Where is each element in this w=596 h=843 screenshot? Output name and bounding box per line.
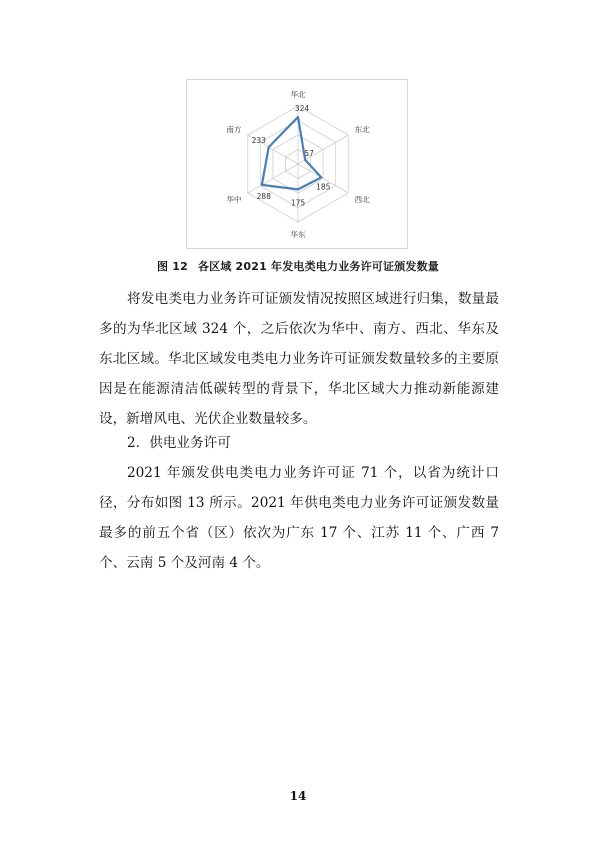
radar-category-label: 华北 xyxy=(290,90,306,99)
radar-value-label: 233 xyxy=(251,136,266,146)
body-paragraph-2: 2021 年颁发供电类电力业务许可证 71 个，以省为统计口径，分布如图 13 所示。2021 年供电类电力业务许可证颁发数量最多的前五个省（区）依次为广东 17 个、江苏 11 个、广西 7 个、云南 5 个及河南 4 个。 xyxy=(99,465,499,571)
radar-category-label: 华东 xyxy=(290,230,306,239)
radar-category-label: 西北 xyxy=(354,195,370,204)
body-paragraph-1: 将发电类电力业务许可证颁发情况按照区域进行归集，数量最多的为华北区域 324 个，之后依次为华中、南方、西北、华东及东北区域。华北区域发电类电力业务许可证颁发数量较多的主要原因是在能源清洁低碳转型的背景下，华北区域大力推动新能源建设，新增风电、光伏企业数量较多。 xyxy=(99,291,499,427)
page-number: 14 xyxy=(289,789,307,803)
radar-category-label: 南方 xyxy=(226,125,242,134)
radar-value-label: 185 xyxy=(316,182,331,192)
figure-caption xyxy=(0,258,596,274)
radar-chart xyxy=(187,80,409,250)
radar-value-label: 288 xyxy=(256,191,271,201)
section-heading-power-supply: 2．供电业务许可 xyxy=(127,435,231,451)
radar-chart-figure xyxy=(186,79,408,249)
radar-value-label: 175 xyxy=(290,198,306,208)
figure-title: 各区域 2021 年发电类电力业务许可证颁发数量 xyxy=(197,260,439,273)
radar-category-label: 华中 xyxy=(226,195,242,204)
radar-value-label: 324 xyxy=(294,104,310,114)
radar-category-label: 东北 xyxy=(354,125,370,134)
figure-number: 图 12 xyxy=(156,260,188,273)
radar-value-label: 57 xyxy=(304,148,314,158)
